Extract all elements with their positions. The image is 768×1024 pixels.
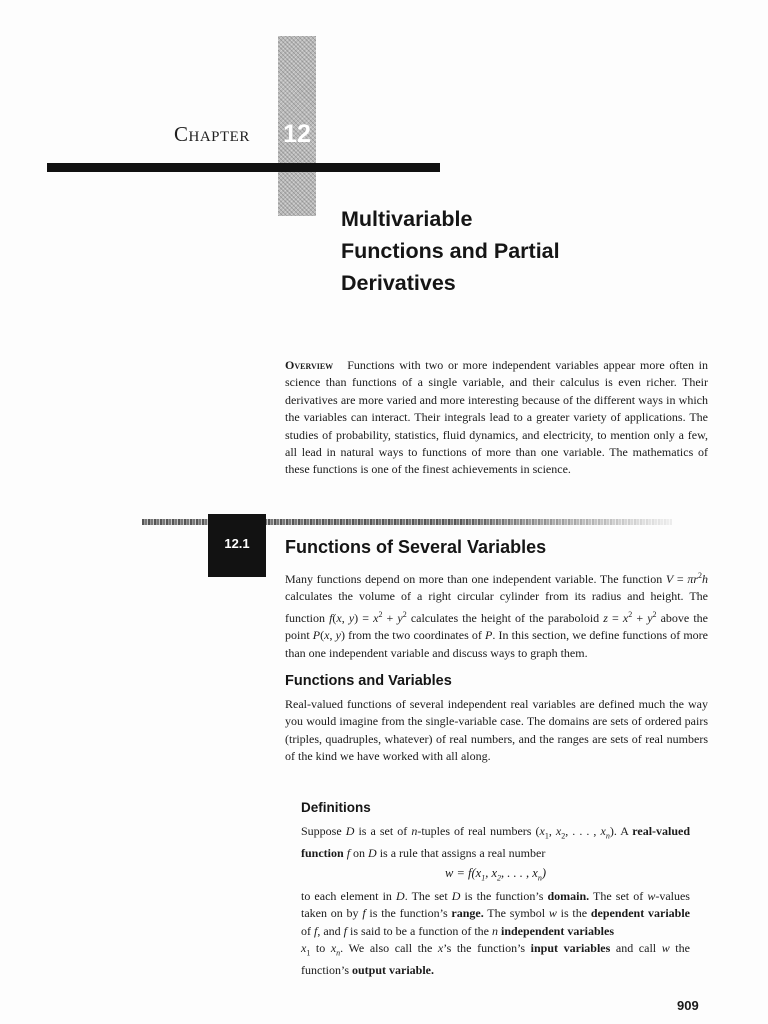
section-title: Functions of Several Variables bbox=[285, 537, 547, 557]
text-run: is the function’s bbox=[365, 906, 452, 921]
text-run: . A bbox=[613, 824, 633, 838]
overview-text: Functions with two or more independent variables appear more often in science than functions of a single variable, and their calculus is even richer. Their derivatives are more varied and more interesting because of the different ways in which the variables can interact. Their integrals lead to a greater variety of applications. The studies of probability, statistics, fluid dynamics, and electricity, to mention only a few, all lead in natural ways to functions of more than one variable. The mathematics of these functions is one of the finest achievements in science. bbox=[285, 358, 709, 477]
text-run: is the function’s bbox=[460, 889, 548, 903]
text-run: The set of bbox=[589, 889, 648, 903]
text-run: -tuples of real numbers bbox=[417, 824, 536, 838]
text-run: of bbox=[301, 923, 314, 938]
chapter-title-line: Multivariable bbox=[341, 207, 473, 231]
term-input-variables: input variables bbox=[530, 941, 611, 956]
text-run: The symbol bbox=[483, 906, 549, 921]
term-output-variable: output variable. bbox=[352, 963, 435, 978]
text-run: is a set of bbox=[354, 824, 412, 838]
subsection-paragraph: Real-valued functions of several independent real variables are defined much the way you would imagine from the single-variable case. The domains are sets of ordered pairs (triples, quadruples, whatever) of real numbers, and the ranges are sets of real numbers of the kind we have worked with all along. bbox=[285, 697, 708, 764]
text-run: . In this section, we define functions of more than one independent variable and discuss ways to graph them. bbox=[285, 628, 709, 660]
text-run: calculates the height of the paraboloid bbox=[406, 610, 604, 625]
section-intro-paragraph: Many functions depend on more than one independent variable. The function $V = \pi r^2h$ calculates the volume of a right circular cylinder from its radius and height. The function f(x, $y) = x^2 + y^2$ calculates the height of the paraboloid $z = x^2 + y^2$ above the point P(x, y) from the two coordinates of P. In this section, we define functions of more than one independent variable and discuss ways to graph them. bbox=[285, 571, 709, 660]
overview-label: Overview bbox=[285, 358, 334, 372]
term-independent-variables: independent variables bbox=[500, 923, 614, 938]
text-run: from the two coordinates of bbox=[344, 628, 486, 643]
text-run: ’s the function’s bbox=[443, 941, 531, 956]
term-range: range. bbox=[451, 906, 484, 921]
text-run: is a rule that assigns a real number bbox=[376, 845, 546, 860]
term-domain: domain. bbox=[547, 889, 590, 903]
text-run: . The set bbox=[404, 889, 452, 903]
text-run: -values taken on by bbox=[301, 889, 690, 921]
overview-paragraph bbox=[285, 357, 708, 479]
text-run: is the bbox=[556, 906, 591, 921]
text-run: and call bbox=[610, 941, 662, 956]
chapter-title bbox=[341, 203, 721, 299]
section-number: 12.1 bbox=[224, 536, 250, 551]
chapter-title-line: Derivatives bbox=[341, 271, 456, 295]
text-run: calculates the volume of a right circular cylinder from its radius and height. The function bbox=[285, 589, 708, 625]
text-run: Many functions depend on more than one independent variable. The function bbox=[285, 572, 666, 586]
subsection-title: Functions and Variables bbox=[285, 673, 452, 689]
chapter-rule bbox=[47, 163, 440, 172]
text-run: is said to be a function of the bbox=[347, 923, 492, 938]
definition-paragraph-2: to each element in D. The set D is the function’s domain. The set of w-values taken on by f is the function’s range. The symbol w is the dependent variable of f, and f is said to be a function of the n independent variables $x_1$ to $x_n$. We also call the x’s the function’s input variables and call w the function’s output variable. bbox=[301, 889, 690, 978]
chapter-label: Chapter bbox=[174, 122, 250, 146]
chapter-number: 12 bbox=[283, 120, 311, 148]
page-number: 909 bbox=[677, 998, 699, 1013]
text-run: above the point bbox=[285, 610, 709, 643]
text-run: . We also call the bbox=[340, 941, 438, 956]
text-run: Suppose bbox=[301, 824, 346, 838]
term-dependent-variable: dependent variable bbox=[590, 906, 690, 921]
definition-equation: $w = f(x_1$, $x_2$, . . . , $x_n$) bbox=[444, 866, 546, 883]
text-run: to each element in bbox=[301, 889, 397, 903]
chapter-title-line: Functions and Partial bbox=[341, 239, 560, 263]
definition-paragraph-1: Suppose D is a set of n-tuples of real numbers ($x_1$, $x_2$, . . . , $x_n$). A real-valued function f on D is a rule that assigns a real number bbox=[301, 824, 691, 860]
text-run: the function’s bbox=[301, 941, 690, 978]
term-real-valued-function: real-valued function bbox=[301, 824, 691, 860]
text-run: , and bbox=[317, 923, 344, 938]
text-run: on bbox=[350, 845, 369, 860]
definitions-heading: Definitions bbox=[301, 800, 371, 815]
text-run: to bbox=[310, 941, 331, 956]
